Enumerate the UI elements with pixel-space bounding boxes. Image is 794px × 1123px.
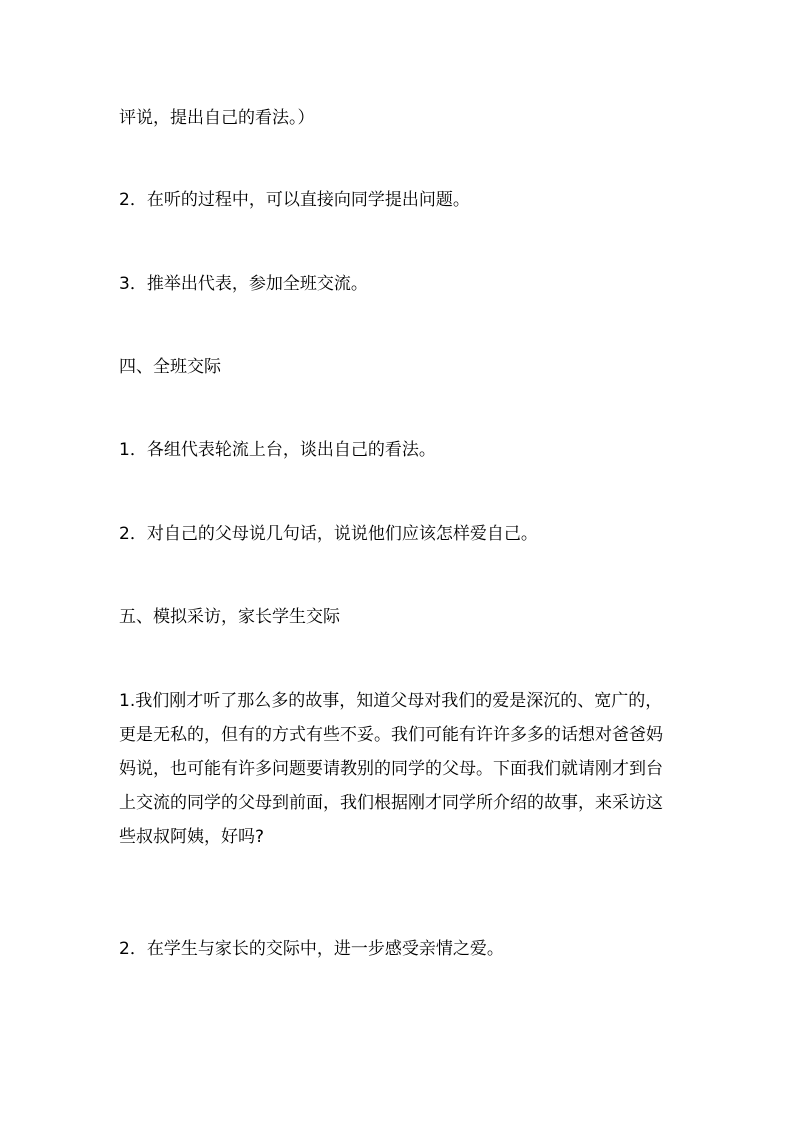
paragraph-item-3: 3．推举出代表，参加全班交流。: [119, 274, 368, 294]
paragraph-item-1: 1．各组代表轮流上台，谈出自己的看法。: [119, 440, 436, 460]
section-heading-5: 五、模拟采访，家长学生交际: [119, 607, 340, 627]
paragraph-item-2: 2．对自己的父母说几句话，说说他们应该怎样爱自己。: [119, 524, 538, 544]
paragraph-item-2: 2．在学生与家长的交际中，进一步感受亲情之爱。: [119, 939, 504, 959]
paragraph-item-2: 2．在听的过程中，可以直接向同学提出问题。: [119, 190, 470, 210]
paragraph-continuation: 评说，提出自己的看法。）: [119, 108, 315, 128]
paragraph-item-1-long: 1.我们刚才听了那么多的故事，知道父母对我们的爱是深沉的、宽广的，更是无私的，但有的方式有些不妥。我们可能有许许多多的话想对爸爸妈妈说，也可能有许多问题要请教别的同学的父母。下面我们就请刚才到台上交流的同学的父母到前面，我们根据刚才同学所介绍的故事，来采访这些叔叔阿姨，好吗?: [119, 691, 663, 847]
section-heading-4: 四、全班交际: [119, 357, 221, 377]
